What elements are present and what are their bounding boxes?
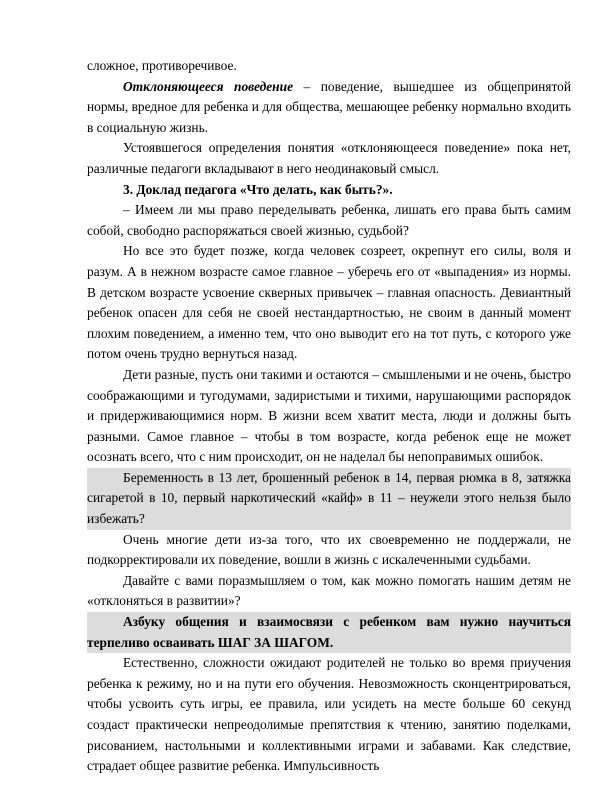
paragraph: Устоявшегося определения понятия «отклоняющееся поведение» пока нет, различные педагоги вкладывают в него неодинаковый смысл. — [87, 140, 571, 176]
section-heading: 3. Доклад педагога «Что делать, как быть?». — [123, 181, 393, 197]
paragraph: – Имеем ли мы право переделывать ребенка, лишать его права быть самим собой, свободно распоряжаться своей жизнью, судьбой? — [87, 202, 571, 238]
highlighted-paragraph: Беременность в 13 лет, брошенный ребенок в 14, первая рюмка в 8, затяжка сигаретой в 10, первый наркотический «кайф» в 11 – неужели этого нельзя было избежать? — [87, 468, 571, 530]
definition-paragraph — [87, 77, 571, 139]
paragraph: сложное, противоречивое. — [87, 58, 237, 73]
paragraph: Дети разные, пусть они такими и остаются – смышлеными и не очень, быстро соображающими и тугодумами, задиристыми и тихими, нарушающими распорядок и придерживающимися норм. В жизни всем хватит места, люди и должны быть разными. Самое главное – чтобы в том возрасте, когда ребенок еще не может осознать всего, что с ним происходит, он не наделал бы непоправимых ошибок. — [87, 366, 571, 465]
paragraph: Естественно, сложности ожидают родителей не только во время приучения ребенка к режиму, но и на пути его обучения. Невозможность сконцентрироваться, чтобы усвоить суть игры, ее правила, или усидеть на месте больше 60 секунд создаст практически непреодолимые препятствия к чтению, занятию поделками, рисованием, настольными и коллективными играми и забавами. Как следствие, страдает общее развитие ребенка. Импульсивность — [87, 655, 571, 774]
definition-text: – поведение, вышедшее из общепринятой нормы, вредное для ребенка и для общества, мешающее ребенку нормально входить в социальную жизнь. — [87, 78, 571, 135]
defined-term: Отклоняющееся поведение — [123, 78, 294, 94]
paragraph: Но все это будет позже, когда человек созреет, окрепнут его силы, воля и разум. А в нежном возрасте самое главное – уберечь его от «выпадения» из нормы. В детском возрасте усвоение скверных привычек – главная опасность. Девиантный ребенок опасен для себя не своей нестандартностью, не своим в данный момент плохим поведением, а именно тем, что оно выводит его на тот путь, с которого уже потом очень трудно вернуться назад. — [87, 243, 571, 362]
paragraph: Очень многие дети из-за того, что их своевременно не поддержали, не подкорректировали их поведение, вошли в жизнь с искалеченными судьбами. — [87, 531, 571, 568]
highlighted-bold-paragraph: Азбуку общения и взаимосвязи с ребенком вам нужно научиться терпеливо осваивать ШАГ ЗА ШАГОМ. — [87, 612, 571, 653]
paragraph: Давайте с вами поразмышляем о том, как можно помогать нашим детям не «отклоняться в развитии»? — [87, 572, 571, 609]
body-text — [87, 56, 571, 777]
